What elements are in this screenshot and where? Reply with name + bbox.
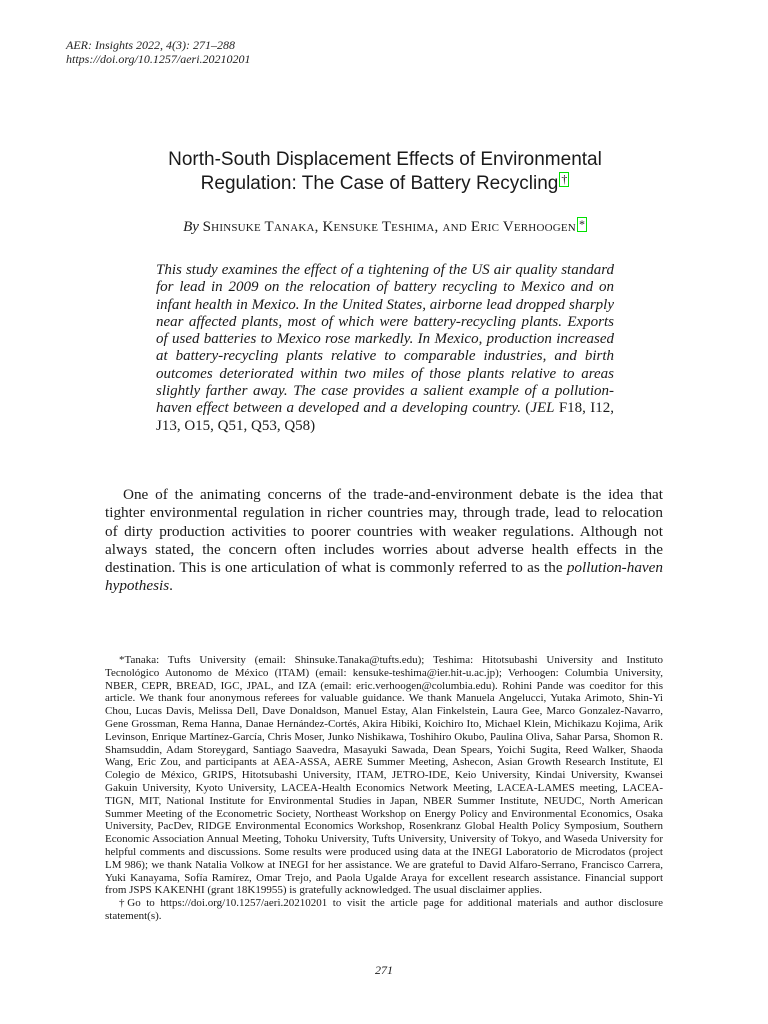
doi-link[interactable]: https://doi.org/10.1257/aeri.20210201 <box>66 52 251 66</box>
intro-text: One of the animating concerns of the trade-and-environment debate is the idea that tighter environmental regulation in richer countries may, through trade, lead to relocation of dirty production activities to poorer countries with weaker regulations. Although not always stated, the concern often includes worries about adverse health effects in the destination. This is one articulation of what is commonly referred to as the <box>105 486 663 577</box>
intro-italic-term: pollution-haven hypothesis <box>105 559 663 595</box>
intro-paragraph <box>105 486 663 596</box>
abstract-text: This study examines the effect of a tightening of the US air quality standard for lead in 2009 on the relocation of battery recycling to Mexico and on infant health in Mexico. In the United States, airborne lead dropped sharply near affected plants, most of which were battery-recycling plants. Exports of used batteries to Mexico rose markedly. In Mexico, production increased at battery-recycling plants relative to comparable industries, and birth outcomes deteriorated within two miles of those plants relative to areas slightly farther away. The case provides a salient example of a pollution-haven effect between a developed and a developing country. <box>156 262 614 417</box>
jel-label: JEL <box>530 400 555 417</box>
author-by: By <box>183 219 199 235</box>
footnote-article-link: †Go to https://doi.org/10.1257/aeri.20210201 to visit the article page for additional materials and author disclosure statement(s). <box>105 897 663 922</box>
author-line <box>100 217 670 237</box>
page-number: 271 <box>375 963 393 977</box>
title-line-1: North-South Displacement Effects of Environmental <box>168 149 602 170</box>
author-footnote-link[interactable]: * <box>578 217 585 231</box>
intro-text-end: . <box>169 577 173 595</box>
journal-header <box>66 38 251 66</box>
title-footnote-link[interactable]: † <box>561 172 568 186</box>
paper-title <box>100 148 670 196</box>
abstract <box>156 262 614 435</box>
journal-citation: AER: Insights 2022, 4(3): 271–288 <box>66 38 235 52</box>
author-names: Shinsuke Tanaka, Kensuke Teshima, and Eric Verhoogen <box>202 219 576 235</box>
jel-codes: F18, I12, J13, O15, Q51, Q53, Q58) <box>156 400 614 434</box>
footnotes <box>105 654 663 923</box>
jel-open: ( <box>520 400 531 417</box>
footnote-authors: *Tanaka: Tufts University (email: Shinsuke.Tanaka@tufts.edu); Teshima: Hitotsubashi University and Instituto Tecnológico Autonomo de México (ITAM) (email: kensuke-teshima@ier.hit-u.ac.jp); Verhoogen: Columbia University, NBER, CEPR, BREAD, IGC, JPAL, and IZA (email: eric.verhoogen@columbia.edu). Rohini Pande was coeditor for this article. We thank four anonymous referees for valuable guidance. We thank Manuela Angelucci, Yutaka Arimoto, Shin-Yi Chou, Lucas Davis, Melissa Dell, Dave Donaldson, Manuel Estay, Alan Finkelstein, Laura Gee, Marco Gonzalez-Navarro, Gene Grossman, Rema Hanna, Danae Hernández-Cortés, Akira Hibiki, Koichiro Ito, Michael Klein, Michikazu Kojima, Arik Levinson, Enrique Martínez-García, Chris Moser, Junko Nishikawa, Toshihiro Okubo, Paulina Oliva, Sahar Parsa, Shomon R. Shamsuddin, Adam Storeygard, Santiago Saavedra, Masayuki Sawada, Dean Spears, Yoichi Sugita, Reed Walker, Shaoda Wang, Eric Zou, and participants at AEA-ASSA, AERE Summer Meeting, Ashecon, Asian Growth Research Institute, El Colegio de México, GRIPS, Hitotsubashi University, ITAM, JETRO-IDE, Keio University, Kindai University, Kwansei Gakuin University, Kyoto University, LACEA-Health Economics Network Meeting, LACEA-LAMES meeting, LACEA-TIGN, MIT, National Institute for Environmental Studies in Japan, NBER Summer Institute, NEUDC, North American Summer Meeting of the Econometric Society, Northeast Workshop on Energy Policy and Environmental Economics, Osaka University, PacDev, RIDGE Environmental Economics Workshop, Rosenkranz Global Health Policy Symposium, Southern Economic Association Annual Meeting, Tohoku University, Tufts University, University of Tokyo, and Waseda University for helpful comments and discussions. Some results were produced using data at the INEGI Laboratorio de Microdatos (project LM 986); we thank Natalia Volkow at INEGI for her assistance. We are grateful to David Alfaro-Serrano, Francisco Carrera, Yuki Kanayama, Sofía Ramírez, Omar Trejo, and Paola Ugalde Araya for excellent research assistance. Financial support from JSPS KAKENHI (grant 18K19955) is gratefully acknowledged. The usual disclaimer applies. <box>105 654 663 897</box>
title-line-2-text: Regulation: The Case of Battery Recycling <box>200 173 559 194</box>
title-line-2 <box>100 172 670 196</box>
